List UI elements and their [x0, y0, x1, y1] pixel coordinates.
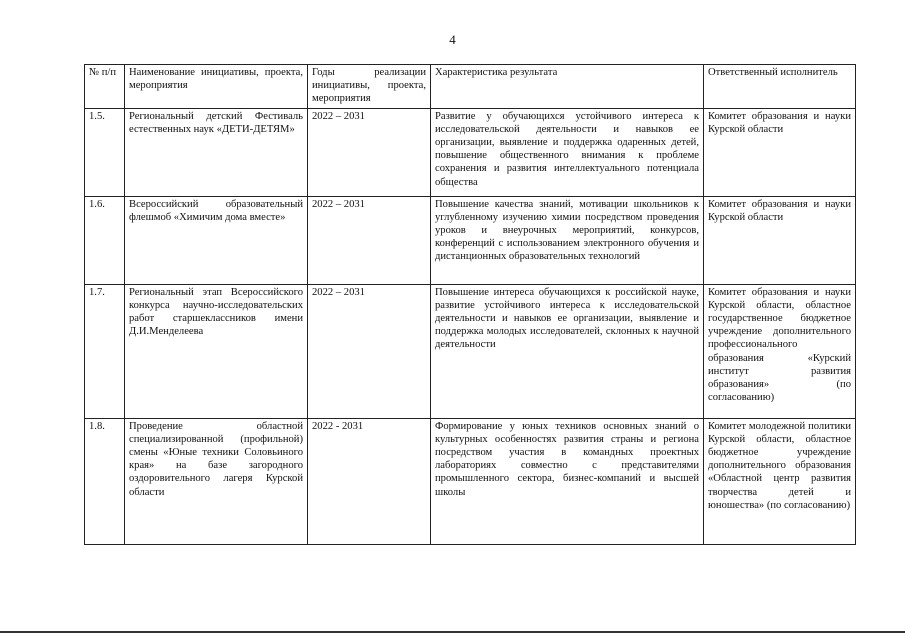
scan-edge-divider — [0, 631, 905, 633]
page-number: 4 — [449, 32, 456, 47]
row-years: 2022 - 2031 — [308, 418, 431, 544]
row-number: 1.7. — [85, 284, 125, 418]
row-responsible: Комитет образования и науки Курской области, областное государственное бюджетное учреждение дополнительного профессионального образования «Курский институт развития образования» (по согласованию) — [704, 284, 856, 418]
row-responsible: Комитет образования и науки Курской области — [704, 108, 856, 196]
row-number: 1.6. — [85, 196, 125, 284]
table-row — [85, 418, 856, 544]
row-name: Региональный детский Фестиваль естественных наук «ДЕТИ-ДЕТЯМ» — [125, 108, 308, 196]
table-row — [85, 284, 856, 418]
row-years: 2022 – 2031 — [308, 196, 431, 284]
row-name: Региональный этап Всероссийского конкурса научно-исследовательских работ старшеклассников имени Д.И.Менделеева — [125, 284, 308, 418]
row-number: 1.8. — [85, 418, 125, 544]
row-responsible: Комитет образования и науки Курской области — [704, 196, 856, 284]
header-name: Наименование инициативы, проекта, мероприятия — [125, 65, 308, 109]
header-years: Годы реализации инициативы, проекта, мероприятия — [308, 65, 431, 109]
table-row — [85, 108, 856, 196]
header-number: № п/п — [85, 65, 125, 109]
row-name: Проведение областной специализированной (профильной) смены «Юные техники Соловьиного края» на базе загородного оздоровительного лагеря Курской области — [125, 418, 308, 544]
header-result: Характеристика результата — [431, 65, 704, 109]
row-result: Формирование у юных техников основных знаний о культурных особенностях развития страны и региона посредством участия в командных проектных лабораториях совместно с представителями промышленного сектора, бизнес-компаний и высшей школы — [431, 418, 704, 544]
row-result: Развитие у обучающихся устойчивого интереса к исследовательской деятельности и навыков ее организации, выявление и поддержка одаренных детей, повышение общественного внимания к проблеме сохранения и развития интеллектуального потенциала общества — [431, 108, 704, 196]
row-name: Всероссийский образовательный флешмоб «Химичим дома вместе» — [125, 196, 308, 284]
row-years: 2022 – 2031 — [308, 284, 431, 418]
initiatives-table — [84, 64, 856, 545]
header-responsible: Ответственный исполнитель — [704, 65, 856, 109]
table-row — [85, 196, 856, 284]
row-years: 2022 – 2031 — [308, 108, 431, 196]
row-result: Повышение интереса обучающихся к российской науке, развитие устойчивого интереса к исследовательской деятельности и навыков ее организации, выявление и поддержка молодых исследователей, склонных к научной деятельности — [431, 284, 704, 418]
row-result: Повышение качества знаний, мотивации школьников к углубленному изучению химии посредством проведения уроков и внеурочных мероприятий, конкурсов, конференций с использованием электронного обучения и дистанционных образовательных технологий — [431, 196, 704, 284]
row-responsible: Комитет молодежной политики Курской области, областное бюджетное учреждение дополнительного образования «Областной центр развития творчества детей и юношества» (по согласованию) — [704, 418, 856, 544]
row-number: 1.5. — [85, 108, 125, 196]
table-header-row — [85, 65, 856, 109]
